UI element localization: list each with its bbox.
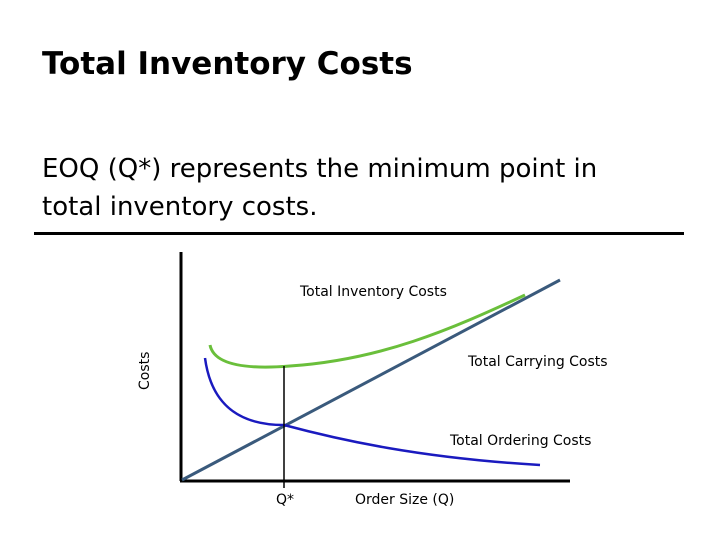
q-star-label: Q* [276, 492, 295, 508]
carrying-cost-label: Total Carrying Costs [468, 354, 608, 370]
total-cost-label: Total Inventory Costs [300, 284, 447, 300]
y-axis-label: Costs [137, 351, 153, 390]
x-axis-label: Order Size (Q) [355, 492, 455, 508]
slide-description: EOQ (Q*) represents the minimum point in total inventory costs. [42, 154, 598, 222]
slide-title: Total Inventory Costs [42, 46, 413, 82]
carrying-cost-line [182, 280, 560, 480]
ordering-cost-label: Total Ordering Costs [450, 433, 592, 449]
